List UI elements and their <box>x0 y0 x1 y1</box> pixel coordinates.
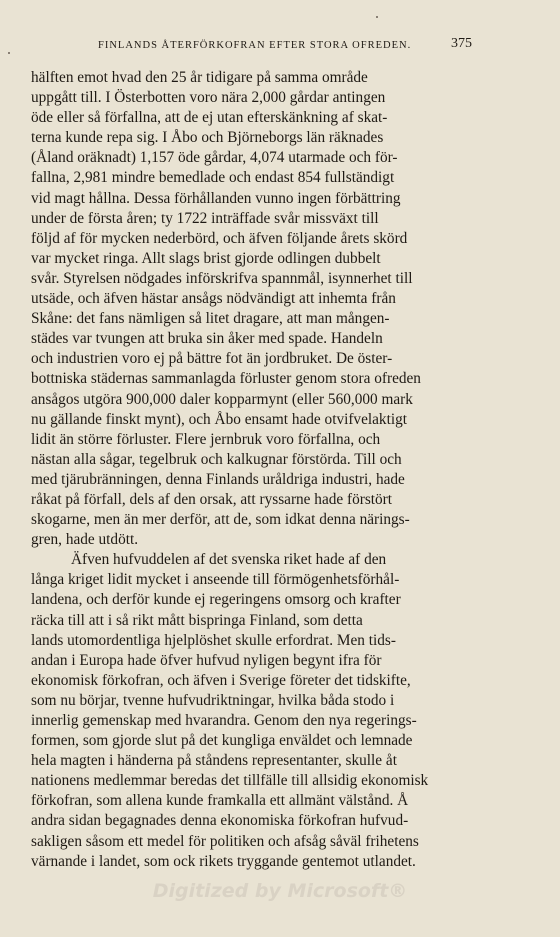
text-line: terna kunde repa sig. I Åbo och Björneborgs län räknades <box>31 129 384 147</box>
text-line: andan i Europa hade öfver hufvud nyligen begynt ifra för <box>31 651 382 669</box>
text-line: Äfven hufvuddelen af det svenska riket hade af den <box>71 551 387 569</box>
text-line: utsäde, och äfven hästar ansågs nödvändigt att inhemta från <box>31 290 396 308</box>
text-line: och industrien voro ej på bättre fot än jordbruket. De öster- <box>31 350 393 368</box>
text-line: (Åland oräknadt) 1,157 öde gårdar, 4,074 utarmade och för- <box>31 149 398 167</box>
text-line: ansågos utgöra 900,000 daler kopparmynt (eller 560,000 mark <box>31 390 413 408</box>
text-line: var mycket ringa. Allt slags brist gjorde odlingen dubbelt <box>31 249 381 267</box>
text-line: nationens medlemmar beredas det tillfälle till allsidig ekonomisk <box>31 772 429 790</box>
text-line: nu gällande finskt mynt), och Åbo ensamt hade otvifvelaktigt <box>31 410 407 428</box>
text-line: lidit än större förluster. Flere jernbruk voro förfallna, och <box>31 430 381 448</box>
text-line: långa kriget lidit mycket i anseende till förmögenhetsförhål- <box>31 571 400 589</box>
body-text <box>31 68 486 872</box>
text-line: nästan alla sågar, tegelbruk och kalkugnar förstörda. Till och <box>31 450 402 468</box>
text-line: skogarne, men än mer derför, att de, som idkat denna närings- <box>31 511 410 529</box>
text-line: hela magten i händerna på ståndens representanter, skulle åt <box>31 752 397 770</box>
text-line: förkofran, som allena kunde framkalla ett allmänt välstånd. Å <box>31 792 409 810</box>
text-line: innerlig gemenskap med hvarandra. Genom den nya regerings- <box>31 712 417 729</box>
text-line: Skåne: det fans nämligen så litet dragare, att man mången- <box>31 310 390 328</box>
text-line: formen, som gjorde slut på det kungliga enväldet och lemnade <box>31 732 413 750</box>
text-line: bottniska städernas sammanlagda förluster genom stora ofreden <box>31 370 421 388</box>
page-number: 375 <box>451 36 472 51</box>
digitization-watermark: Digitized by Microsoft® <box>152 880 408 902</box>
text-line: städes var tvungen att bruka sin åker med spade. Handeln <box>31 330 383 348</box>
text-line: gren, hade utdött. <box>31 531 139 549</box>
text-line: följd af för mycken nederbörd, och äfven följande årets skörd <box>31 229 408 247</box>
paper-speck <box>376 16 378 18</box>
paper-speck <box>8 52 10 54</box>
text-line: med tjärubränningen, denna Finlands uråldriga industri, hade <box>31 470 405 488</box>
text-line: hälften emot hvad den 25 år tidigare på samma område <box>31 69 368 86</box>
text-line: andra sidan begagnades denna ekonomiska förkofran hufvud- <box>31 812 409 830</box>
text-line: som nu börjar, tvenne hufvudriktningar, hvilka båda stodo i <box>31 691 395 709</box>
text-line: råkat på förfall, dels af den orsak, att ryssarne hade förstört <box>31 490 393 508</box>
text-line: räcka till att i så rikt mått bispringa Finland, som detta <box>31 611 363 629</box>
running-header: FINLANDS ÅTERFÖRKOFRAN EFTER STORA OFREDEN. <box>98 40 412 51</box>
text-line: ekonomisk förkofran, och äfven i Sverige företer det tidskifte, <box>31 671 411 689</box>
text-line: öde eller så förfallna, att de ej utan efterskänkning af skat- <box>31 109 388 127</box>
text-line: uppgått till. I Österbotten voro nära 2,000 gårdar antingen <box>31 89 386 107</box>
text-line: lands utomordentliga hjelplöshet skulle erfordrat. Men tids- <box>31 631 396 649</box>
text-line: under de första åren; ty 1722 inträffade svår missväxt till <box>31 209 379 227</box>
text-line: värnande i landet, som ock rikets tryggande gentemot utlandet. <box>31 852 416 870</box>
text-line: fallna, 2,981 mindre bemedlade och endast 854 fullständigt <box>31 169 395 187</box>
text-line: svår. Styrelsen nödgades införskrifva spannmål, isynnerhet till <box>31 269 413 287</box>
text-line: sakligen såsom ett medel för politiken och afsåg såväl frihetens <box>31 832 419 850</box>
text-line: landena, och derför kunde ej regeringens omsorg och krafter <box>31 591 401 609</box>
text-line: vid magt hållna. Dessa förhållanden vunno ingen förbättring <box>31 189 401 207</box>
